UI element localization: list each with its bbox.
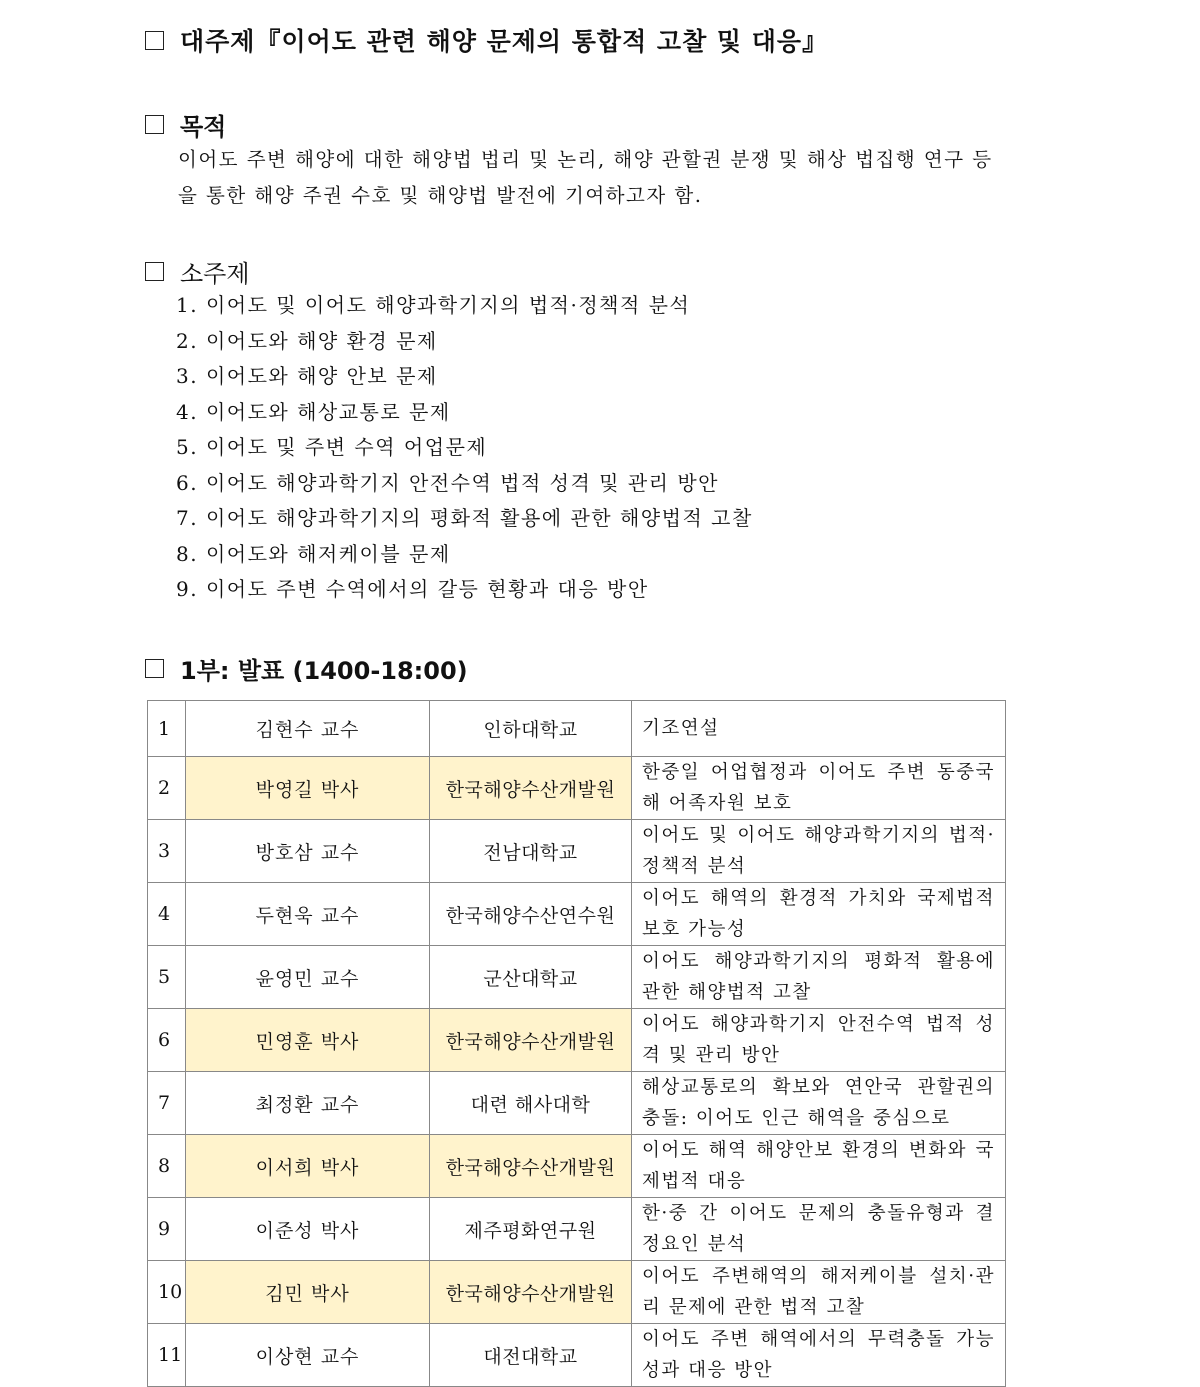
purpose-text: 이어도 주변 해양에 대한 해양법 법리 및 논리, 해양 관할권 분쟁 및 해상 법집행 연구 등을 통한 해양 주권 수호 및 해양법 발전에 기여하고자 함. <box>178 148 993 207</box>
purpose-heading <box>145 107 226 142</box>
presentation-topic: 이어도 및 이어도 해양과학기지의 법적·정책적 분석 <box>632 820 1006 883</box>
row-number: 7 <box>148 1072 186 1135</box>
presenter-name: 방호삼 교수 <box>186 820 430 883</box>
presenter-org: 한국해양수산개발원 <box>430 757 632 820</box>
row-number: 5 <box>148 946 186 1009</box>
table-row <box>148 1009 1006 1072</box>
table-row <box>148 757 1006 820</box>
presenter-name: 김민 박사 <box>186 1261 430 1324</box>
presentation-topic: 한중일 어업협정과 이어도 주변 동중국해 어족자원 보호 <box>632 757 1006 820</box>
presenter-name: 이준성 박사 <box>186 1198 430 1261</box>
row-number: 4 <box>148 883 186 946</box>
presenter-name: 박영길 박사 <box>186 757 430 820</box>
presentation-topic: 한·중 간 이어도 문제의 충돌유형과 결정요인 분석 <box>632 1198 1006 1261</box>
subtopics-heading <box>145 254 250 289</box>
presenter-org: 제주평화연구원 <box>430 1198 632 1261</box>
presenter-name: 이서희 박사 <box>186 1135 430 1198</box>
table-row <box>148 1072 1006 1135</box>
table-row <box>148 820 1006 883</box>
row-number: 3 <box>148 820 186 883</box>
main-title: 대주제『이어도 관련 해양 문제의 통합적 고찰 및 대응』 <box>180 27 829 56</box>
list-item: 8. 이어도와 해저케이블 문제 <box>176 541 451 566</box>
presenter-org: 한국해양수산개발원 <box>430 1261 632 1324</box>
checkbox-square-icon <box>145 659 164 678</box>
table-row <box>148 1261 1006 1324</box>
table-row <box>148 883 1006 946</box>
presentation-topic: 이어도 주변해역의 해저케이블 설치·관리 문제에 관한 법적 고찰 <box>632 1261 1006 1324</box>
row-number: 6 <box>148 1009 186 1072</box>
checkbox-square-icon <box>145 262 164 281</box>
list-item: 5. 이어도 및 주변 수역 어업문제 <box>176 435 488 459</box>
table-row <box>148 1324 1006 1387</box>
table-row <box>148 1198 1006 1261</box>
session1-title: 1부: 발표 (1400-18:00) <box>180 657 468 685</box>
checkbox-square-icon <box>145 115 164 134</box>
presentation-topic: 이어도 해양과학기지의 평화적 활용에 관한 해양법적 고찰 <box>632 946 1006 1009</box>
checkbox-square-icon <box>145 31 164 50</box>
presenter-org: 한국해양수산개발원 <box>430 1135 632 1198</box>
presenter-org: 인하대학교 <box>430 701 632 757</box>
presenter-name: 최정환 교수 <box>186 1072 430 1135</box>
list-item: 4. 이어도와 해상교통로 문제 <box>176 399 451 424</box>
presenter-org: 전남대학교 <box>430 820 632 883</box>
presenter-name: 두현욱 교수 <box>186 883 430 946</box>
row-number: 9 <box>148 1198 186 1261</box>
list-item: 3. 이어도와 해양 안보 문제 <box>176 364 438 388</box>
row-number: 1 <box>148 701 186 757</box>
presentation-topic: 이어도 해양과학기지 안전수역 법적 성격 및 관리 방안 <box>632 1009 1006 1072</box>
subtopics-title: 소주제 <box>180 260 250 288</box>
row-number: 8 <box>148 1135 186 1198</box>
subtopics-list <box>176 288 753 608</box>
purpose-title: 목적 <box>180 113 227 141</box>
presentation-topic: 기조연설 <box>632 701 1006 757</box>
list-item: 9. 이어도 주변 수역에서의 갈등 현황과 대응 방안 <box>176 577 649 601</box>
presenter-org: 한국해양수산연수원 <box>430 883 632 946</box>
presenter-org: 대련 해사대학 <box>430 1072 632 1135</box>
table-row <box>148 701 1006 757</box>
presentation-topic: 이어도 해역 해양안보 환경의 변화와 국제법적 대응 <box>632 1135 1006 1198</box>
presentation-topic: 이어도 주변 해역에서의 무력충돌 가능성과 대응 방안 <box>632 1324 1006 1387</box>
presenter-org: 한국해양수산개발원 <box>430 1009 632 1072</box>
list-item: 7. 이어도 해양과학기지의 평화적 활용에 관한 해양법적 고찰 <box>176 506 753 530</box>
presenter-name: 민영훈 박사 <box>186 1009 430 1072</box>
presenter-org: 대전대학교 <box>430 1324 632 1387</box>
presenter-name: 윤영민 교수 <box>186 946 430 1009</box>
session1-heading <box>145 651 468 686</box>
list-item: 2. 이어도와 해양 환경 문제 <box>176 328 438 353</box>
row-number: 10 <box>148 1261 186 1324</box>
table-row <box>148 946 1006 1009</box>
table-row <box>148 1135 1006 1198</box>
row-number: 11 <box>148 1324 186 1387</box>
list-item: 1. 이어도 및 이어도 해양과학기지의 법적·정책적 분석 <box>176 293 691 317</box>
presentation-topic: 이어도 해역의 환경적 가치와 국제법적 보호 가능성 <box>632 883 1006 946</box>
row-number: 2 <box>148 757 186 820</box>
list-item: 6. 이어도 해양과학기지 안전수역 법적 성격 및 관리 방안 <box>176 470 719 495</box>
presentation-table <box>147 700 1006 1387</box>
presentation-topic: 해상교통로의 확보와 연안국 관할권의 충돌: 이어도 인근 해역을 중심으로 <box>632 1072 1006 1135</box>
presenter-org: 군산대학교 <box>430 946 632 1009</box>
presenter-name: 김현수 교수 <box>186 701 430 757</box>
main-title-heading <box>145 22 828 58</box>
presenter-name: 이상현 교수 <box>186 1324 430 1387</box>
